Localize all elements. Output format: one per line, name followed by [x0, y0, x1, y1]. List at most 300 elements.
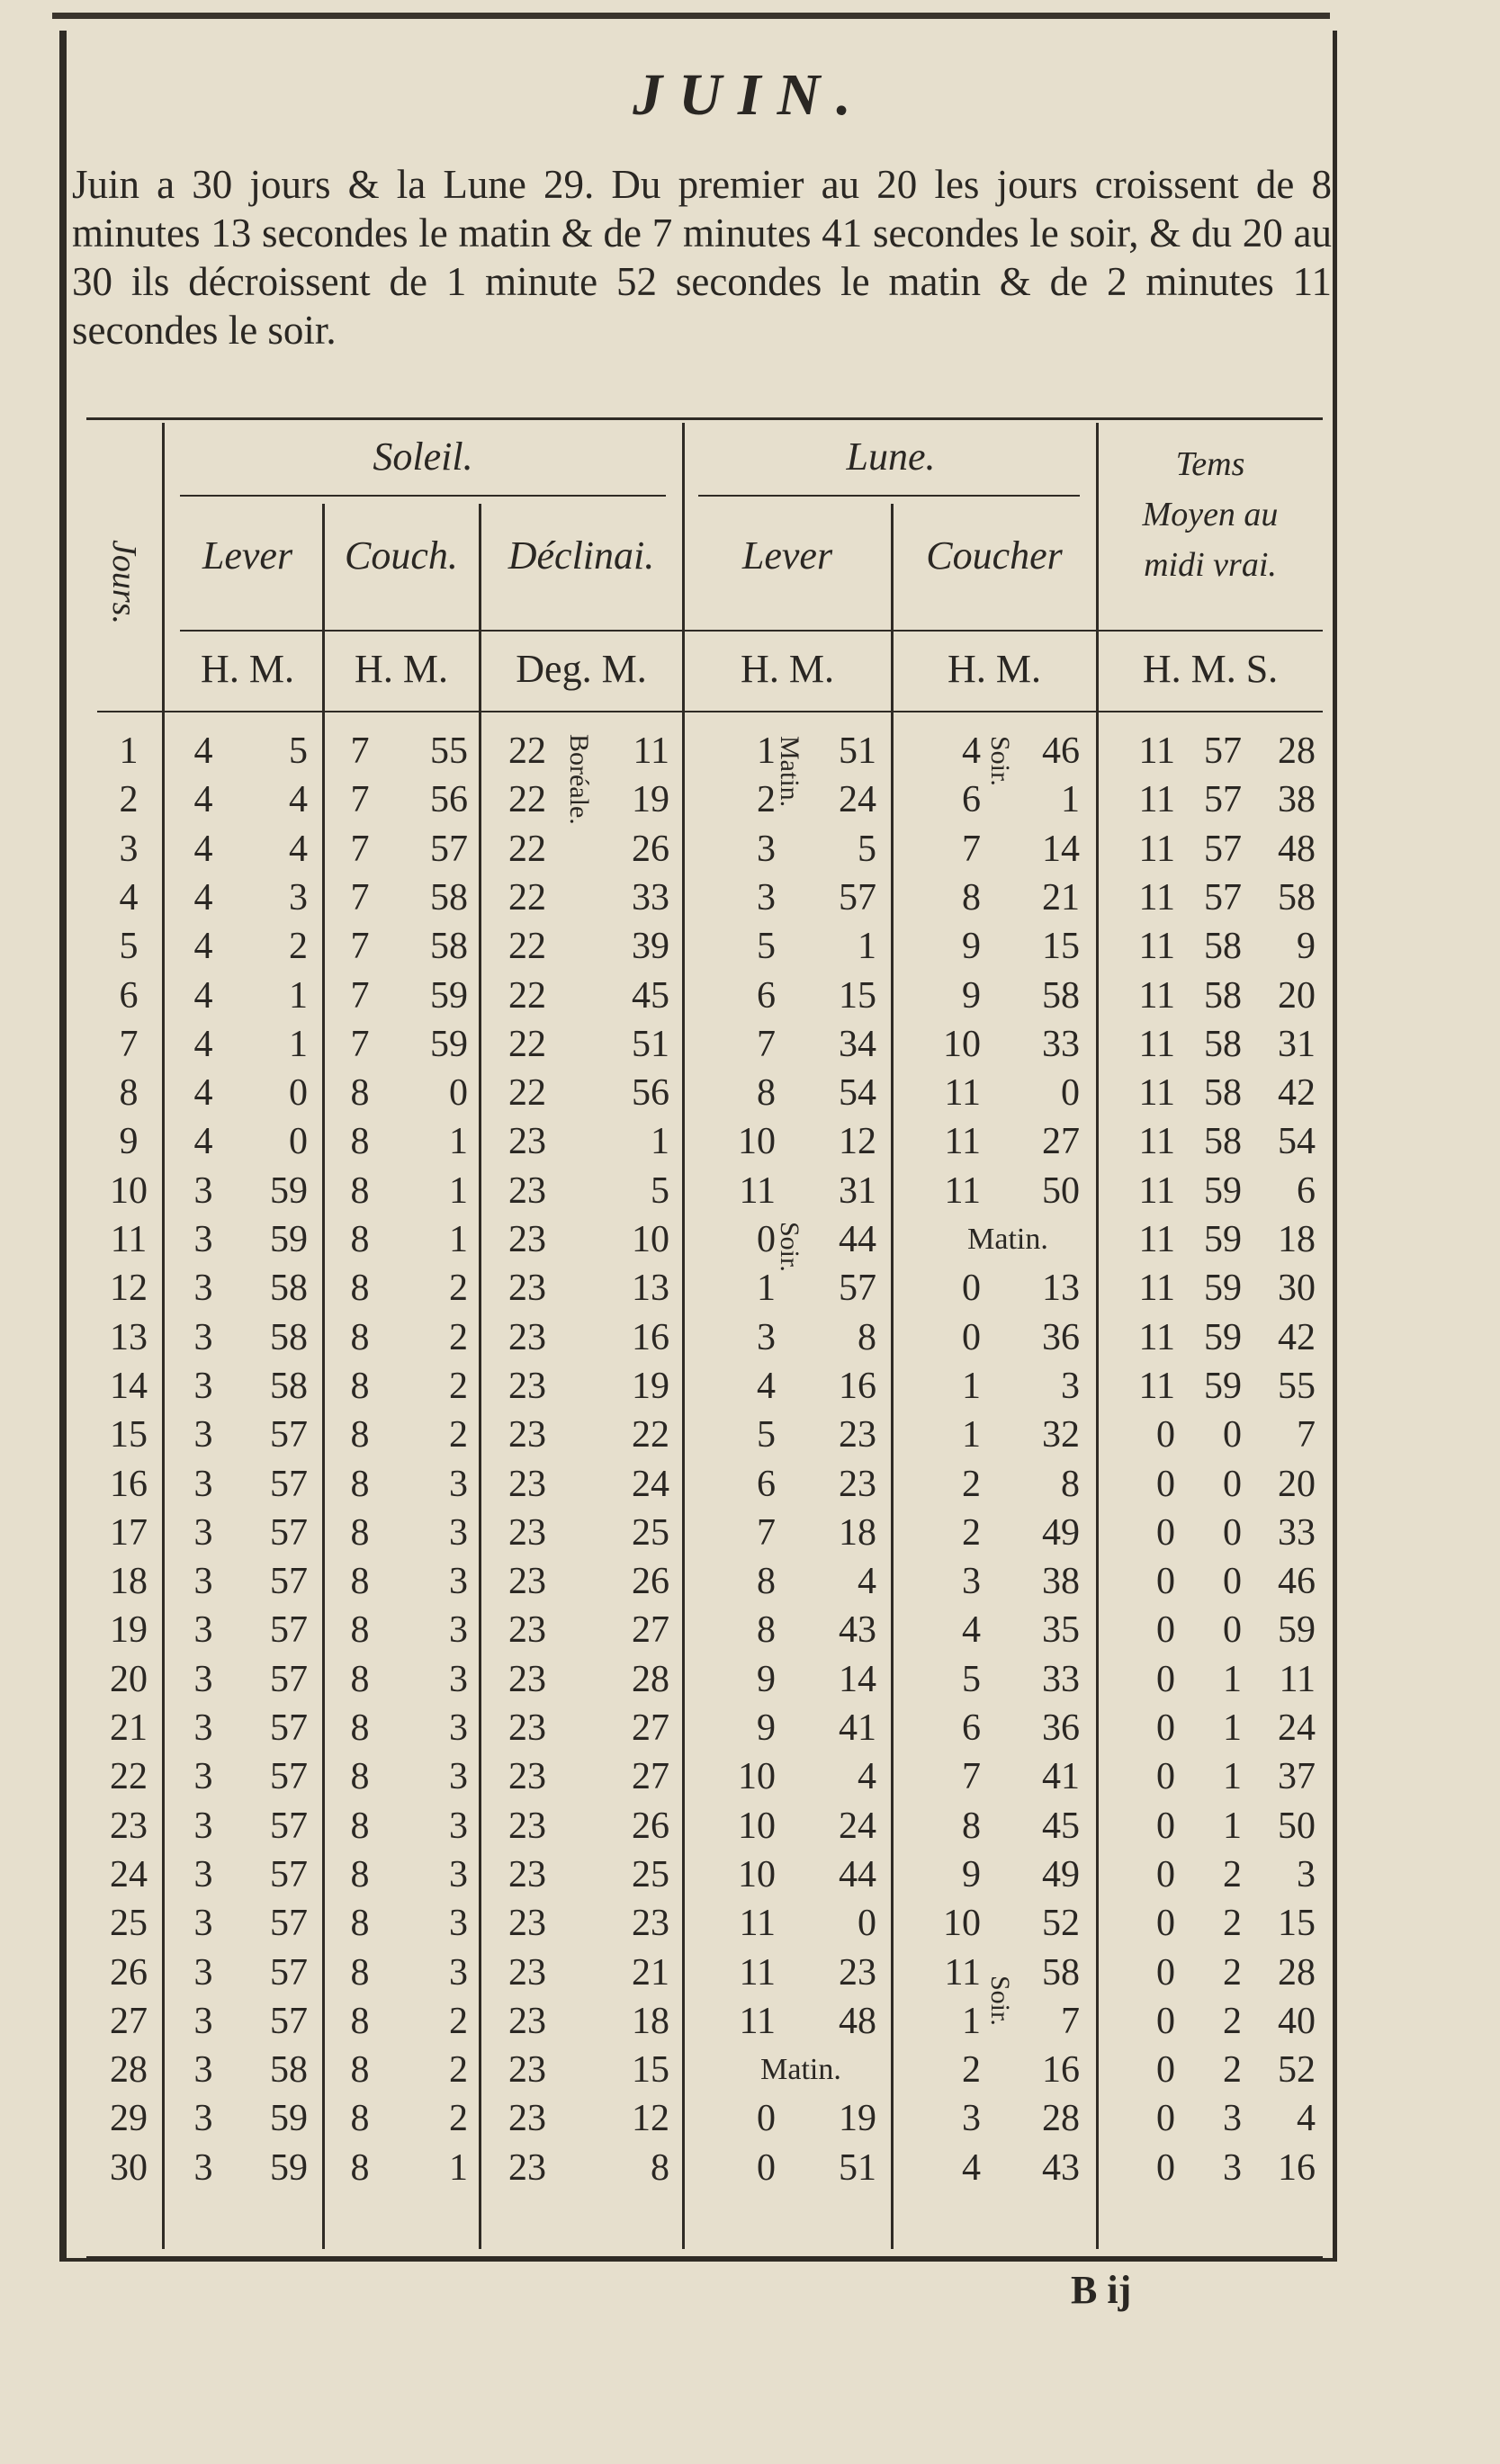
soleil-couch-h: 8 [350, 1072, 370, 1115]
table-row [0, 727, 1500, 775]
declinaison-m: 13 [632, 1268, 669, 1310]
soleil-couch-m: 2 [449, 1316, 468, 1358]
lune-lever-h: 6 [757, 1463, 776, 1505]
tems-m: 59 [1204, 1365, 1242, 1407]
tems-m: 58 [1204, 1023, 1242, 1065]
soleil-lever-h: 4 [193, 1072, 213, 1115]
tems-m: 0 [1223, 1463, 1242, 1505]
declinaison-deg: 22 [508, 730, 546, 772]
soleil-lever-m: 2 [289, 926, 308, 968]
soleil-lever-m: 58 [270, 1316, 308, 1358]
soleil-couch-h: 8 [350, 1951, 370, 1994]
declinaison-deg: 23 [508, 2000, 546, 2042]
unit-lune-lever: H. M. [741, 647, 834, 691]
tems-h: 0 [1156, 2000, 1175, 2042]
soleil-lever-h: 3 [193, 1414, 213, 1456]
lune-lever-h: 8 [757, 1561, 776, 1603]
lune-lever-m: 24 [839, 779, 876, 821]
soleil-lever-m: 59 [270, 2146, 308, 2189]
declinaison-deg: 23 [508, 1951, 546, 1994]
tems-h: 11 [1138, 828, 1175, 870]
lune-coucher-m: 49 [1042, 1853, 1080, 1895]
lune-lever-h: 6 [757, 974, 776, 1017]
lune-coucher-h: 6 [962, 779, 981, 821]
tems-m: 58 [1204, 1121, 1242, 1163]
tems-m: 59 [1204, 1219, 1242, 1260]
tems-m: 2 [1223, 2000, 1242, 2042]
declinaison-m: 19 [632, 779, 669, 821]
soleil-lever-h: 3 [193, 1169, 213, 1212]
lune-coucher-h: 11 [944, 1169, 981, 1212]
lune-coucher-m: 3 [1061, 1365, 1080, 1407]
declinaison-m: 15 [632, 2049, 669, 2092]
lune-lever-h: 5 [757, 926, 776, 968]
tems-h: 0 [1156, 1414, 1175, 1456]
tems-m: 59 [1204, 1268, 1242, 1310]
lune-lever-h: 10 [738, 1756, 776, 1798]
table-row [0, 825, 1500, 874]
lune-lever-m: 4 [858, 1561, 876, 1603]
soleil-couch-m: 3 [449, 1853, 468, 1895]
jours-header: Jours. [105, 540, 143, 624]
soleil-lever-h: 3 [193, 2049, 213, 2092]
day-number: 6 [119, 974, 139, 1017]
declinaison-deg: 23 [508, 1609, 546, 1652]
soleil-couch-h: 7 [350, 828, 370, 870]
tems-h: 0 [1156, 2049, 1175, 2092]
lune-coucher-m: 7 [1061, 2000, 1080, 2042]
soleil-lever-m: 0 [289, 1072, 308, 1115]
lune-coucher-soir-note: Soir. [985, 736, 1015, 786]
tems-h: 0 [1156, 1951, 1175, 1994]
soleil-lever-m: 1 [289, 1023, 308, 1065]
declinaison-deg: 23 [508, 1658, 546, 1700]
table-row [0, 1460, 1500, 1509]
soleil-lever-h: 3 [193, 1903, 213, 1945]
rule-under-lune [698, 495, 1080, 497]
intro-paragraph [72, 160, 1332, 354]
lune-lever-soir-note: Soir. [775, 1222, 804, 1272]
tems-h: 0 [1156, 2098, 1175, 2140]
tems-s: 3 [1297, 1853, 1316, 1895]
soleil-lever-h: 3 [193, 1609, 213, 1652]
declinaison-m: 27 [632, 1756, 669, 1798]
tems-h: 11 [1138, 974, 1175, 1017]
day-number: 24 [110, 1853, 148, 1895]
lune-coucher-h: 0 [962, 1268, 981, 1310]
tems-m: 0 [1223, 1561, 1242, 1603]
lune-coucher-m: 21 [1042, 876, 1080, 918]
declinaison-deg: 23 [508, 2049, 546, 2092]
soleil-couch-m: 2 [449, 1414, 468, 1456]
lune-coucher-h: 2 [962, 2049, 981, 2092]
tems-h: 11 [1138, 730, 1175, 772]
day-number: 11 [110, 1219, 148, 1260]
lune-lever-matin-note: Matin. [775, 736, 804, 808]
tems-s: 18 [1278, 1219, 1316, 1260]
tems-m: 0 [1223, 1414, 1242, 1456]
lune-lever-h: Matin. [760, 2053, 841, 2087]
soleil-couch-m: 2 [449, 1365, 468, 1407]
tems-m: 0 [1223, 1609, 1242, 1652]
table-row [0, 874, 1500, 922]
table-top-rule [86, 417, 1323, 420]
tems-h: 0 [1156, 2146, 1175, 2189]
unit-declinaison: Deg. M. [516, 647, 647, 691]
lune-coucher-m: 50 [1042, 1169, 1080, 1212]
soleil-couch-m: 1 [449, 1219, 468, 1260]
day-number: 17 [110, 1511, 148, 1554]
soleil-lever-m: 0 [289, 1121, 308, 1163]
day-number: 19 [110, 1609, 148, 1652]
tems-s: 16 [1278, 2146, 1316, 2189]
declinaison-m: 1 [651, 1121, 669, 1163]
soleil-couch-m: 1 [449, 2146, 468, 2189]
tems-s: 46 [1278, 1561, 1316, 1603]
soleil-couch-m: 3 [449, 1756, 468, 1798]
lune-coucher-m: 15 [1042, 926, 1080, 968]
table-row [0, 1997, 1500, 2046]
tems-s: 28 [1278, 730, 1316, 772]
tems-m: 58 [1204, 1072, 1242, 1115]
tems-s: 50 [1278, 1805, 1316, 1847]
table-row [0, 2144, 1500, 2192]
lune-header: Lune. [846, 435, 936, 479]
day-number: 10 [110, 1169, 148, 1212]
lune-lever-h: 3 [757, 828, 776, 870]
soleil-couch-h: 8 [350, 1756, 370, 1798]
rule-below-units [97, 711, 1323, 712]
lune-coucher-h: 5 [962, 1658, 981, 1700]
soleil-lever-h: 3 [193, 1463, 213, 1505]
soleil-couch-h: 7 [350, 974, 370, 1017]
table-row [0, 1264, 1500, 1313]
lune-coucher-m: 8 [1061, 1463, 1080, 1505]
soleil-couch-h: 8 [350, 1561, 370, 1603]
soleil-lever-m: 5 [289, 730, 308, 772]
day-number: 26 [110, 1951, 148, 1994]
declinaison-m: 8 [651, 2146, 669, 2189]
lune-lever-m: 24 [839, 1805, 876, 1847]
declinaison-m: 33 [632, 876, 669, 918]
lune-lever-h: 9 [757, 1707, 776, 1749]
day-number: 25 [110, 1903, 148, 1945]
declinaison-deg: 23 [508, 1316, 546, 1358]
lune-lever-m: 15 [839, 974, 876, 1017]
lune-lever-m: 41 [839, 1707, 876, 1749]
tems-m: 2 [1223, 1903, 1242, 1945]
declinaison-m: 12 [632, 2098, 669, 2140]
soleil-lever-m: 57 [270, 1707, 308, 1749]
day-number: 20 [110, 1658, 148, 1700]
declinaison-m: 51 [632, 1023, 669, 1065]
soleil-lever-m: 57 [270, 1511, 308, 1554]
soleil-couch-h: 8 [350, 1414, 370, 1456]
declinaison-deg: 23 [508, 1365, 546, 1407]
soleil-couch-m: 59 [430, 1023, 468, 1065]
lune-coucher-h: 1 [962, 1365, 981, 1407]
unit-tems: H. M. S. [1142, 647, 1279, 691]
day-number: 28 [110, 2049, 148, 2092]
boreale-note: Boréale. [564, 734, 594, 825]
table-row [0, 1949, 1500, 1997]
soleil-lever-h: 3 [193, 2146, 213, 2189]
soleil-couch-m: 2 [449, 1268, 468, 1310]
lune-lever-m: 54 [839, 1072, 876, 1115]
soleil-couch-m: 3 [449, 1561, 468, 1603]
tems-m: 57 [1204, 828, 1242, 870]
soleil-couch-m: 59 [430, 974, 468, 1017]
soleil-couch-h: 8 [350, 2098, 370, 2140]
declinaison-deg: 23 [508, 1268, 546, 1310]
soleil-lever-m: 58 [270, 1365, 308, 1407]
tems-h: 11 [1138, 1268, 1175, 1310]
soleil-lever-h: 3 [193, 1219, 213, 1260]
declinaison-deg: 23 [508, 1756, 546, 1798]
declinaison-m: 24 [632, 1463, 669, 1505]
declinaison-m: 56 [632, 1072, 669, 1115]
lune-lever-m: 5 [858, 828, 876, 870]
tems-h: 11 [1138, 1121, 1175, 1163]
lune-lever-m: 8 [858, 1316, 876, 1358]
soleil-couch-h: 8 [350, 1658, 370, 1700]
declinaison-header: Déclinai. [507, 533, 655, 578]
lune-lever-h: 10 [738, 1805, 776, 1847]
lune-coucher-h: 10 [943, 1023, 981, 1065]
soleil-couch-m: 58 [430, 926, 468, 968]
soleil-lever-h: 3 [193, 1853, 213, 1895]
lune-coucher-h: 11 [944, 1072, 981, 1115]
tems-h: 11 [1138, 1219, 1175, 1260]
lune-lever-h: 0 [757, 2098, 776, 2140]
day-number: 27 [110, 2000, 148, 2042]
soleil-couch-h: 8 [350, 1268, 370, 1310]
lune-coucher-m: 13 [1042, 1268, 1080, 1310]
tems-m: 0 [1223, 1511, 1242, 1554]
lune-lever-h: 3 [757, 876, 776, 918]
lune-coucher-h: 10 [943, 1903, 981, 1945]
soleil-lever-h: 4 [193, 974, 213, 1017]
lune-lever-m: 18 [839, 1511, 876, 1554]
tems-s: 30 [1278, 1268, 1316, 1310]
unit-soleil-couch: H. M. [355, 647, 448, 691]
soleil-couch-h: 8 [350, 1805, 370, 1847]
lune-coucher-h: 3 [962, 1561, 981, 1603]
lune-coucher-m: 45 [1042, 1805, 1080, 1847]
soleil-couch-h: 8 [350, 2049, 370, 2092]
lune-lever-h: 11 [739, 1169, 776, 1212]
tems-h: 0 [1156, 1511, 1175, 1554]
table-row [0, 1606, 1500, 1654]
soleil-couch-m: 2 [449, 2098, 468, 2140]
tems-s: 37 [1278, 1756, 1316, 1798]
tems-m: 1 [1223, 1756, 1242, 1798]
lune-lever-m: 57 [839, 1268, 876, 1310]
lune-coucher-h: 9 [962, 926, 981, 968]
lune-coucher-h: 9 [962, 1853, 981, 1895]
soleil-couch-h: 7 [350, 926, 370, 968]
lune-lever-m: 0 [858, 1903, 876, 1945]
soleil-lever-m: 58 [270, 1268, 308, 1310]
page-title: JUIN. [633, 62, 867, 128]
lune-coucher-m: 28 [1042, 2098, 1080, 2140]
lune-coucher-m: 0 [1061, 1072, 1080, 1115]
soleil-couch-h: 8 [350, 1707, 370, 1749]
soleil-lever-m: 59 [270, 2098, 308, 2140]
tems-s: 15 [1278, 1903, 1316, 1945]
tems-s: 7 [1297, 1414, 1316, 1456]
table-row [0, 1362, 1500, 1411]
lune-coucher-h: 4 [962, 1609, 981, 1652]
day-number: 29 [110, 2098, 148, 2140]
soleil-couch-h: 8 [350, 1365, 370, 1407]
lune-lever-header: Lever [741, 533, 833, 578]
soleil-lever-m: 57 [270, 1805, 308, 1847]
soleil-lever-m: 4 [289, 779, 308, 821]
tems-s: 20 [1278, 974, 1316, 1017]
tems-m: 1 [1223, 1805, 1242, 1847]
lune-lever-h: 0 [757, 1219, 776, 1260]
lune-coucher-header: Coucher [926, 533, 1063, 578]
table-row [0, 1117, 1500, 1166]
lune-coucher-soir-note-27: Soir. [985, 1976, 1015, 2026]
lune-lever-m: 23 [839, 1951, 876, 1994]
declinaison-m: 28 [632, 1658, 669, 1700]
tems-m: 57 [1204, 730, 1242, 772]
table-row [0, 775, 1500, 824]
tems-m: 1 [1223, 1707, 1242, 1749]
declinaison-deg: 22 [508, 779, 546, 821]
day-number: 21 [110, 1707, 148, 1749]
soleil-lever-h: 4 [193, 926, 213, 968]
tems-m: 2 [1223, 2049, 1242, 2092]
rule-above-units [180, 630, 1323, 632]
soleil-lever-h: 3 [193, 1511, 213, 1554]
tems-s: 59 [1278, 1609, 1316, 1652]
soleil-lever-m: 57 [270, 1609, 308, 1652]
tems-h: 0 [1156, 1903, 1175, 1945]
declinaison-deg: 22 [508, 876, 546, 918]
tems-s: 20 [1278, 1463, 1316, 1505]
lune-coucher-h: 0 [962, 1316, 981, 1358]
soleil-lever-h: 4 [193, 876, 213, 918]
lune-lever-h: 10 [738, 1121, 776, 1163]
declinaison-m: 26 [632, 1561, 669, 1603]
soleil-couch-m: 3 [449, 1707, 468, 1749]
soleil-couch-m: 3 [449, 1658, 468, 1700]
soleil-lever-h: 3 [193, 2098, 213, 2140]
declinaison-deg: 23 [508, 1121, 546, 1163]
tems-s: 11 [1279, 1658, 1316, 1700]
declinaison-m: 5 [651, 1169, 669, 1212]
lune-lever-m: 23 [839, 1463, 876, 1505]
tems-h: 0 [1156, 1707, 1175, 1749]
declinaison-deg: 22 [508, 926, 546, 968]
unit-lune-coucher: H. M. [948, 647, 1041, 691]
table-row [0, 922, 1500, 971]
intro-text: Juin a 30 jours & la Lune 29. Du premier au 20 les jours croissent de 8 minutes 13 secondes le matin & de 7 minutes 41 secondes le soir, & du 20 au 30 ils décroissent de 1 minute 52 secondes le matin & de 2 minutes 11 secondes le soir. [72, 162, 1332, 353]
soleil-couch-m: 3 [449, 1903, 468, 1945]
lune-lever-m: 48 [839, 2000, 876, 2042]
tems-m: 59 [1204, 1169, 1242, 1212]
lune-lever-m: 51 [839, 730, 876, 772]
lune-coucher-h: 4 [962, 730, 981, 772]
tems-s: 55 [1278, 1365, 1316, 1407]
lune-coucher-h: 7 [962, 1756, 981, 1798]
soleil-lever-h: 3 [193, 1707, 213, 1749]
declinaison-deg: 22 [508, 828, 546, 870]
declinaison-deg: 23 [508, 2098, 546, 2140]
tems-h: 0 [1156, 1853, 1175, 1895]
tems-s: 33 [1278, 1511, 1316, 1554]
lune-coucher-m: 33 [1042, 1023, 1080, 1065]
soleil-lever-h: 4 [193, 730, 213, 772]
soleil-couch-m: 56 [430, 779, 468, 821]
lune-lever-m: 34 [839, 1023, 876, 1065]
lune-coucher-h: 11 [944, 1951, 981, 1994]
page-top-rule [52, 13, 1330, 19]
declinaison-m: 19 [632, 1365, 669, 1407]
soleil-lever-m: 1 [289, 974, 308, 1017]
lune-coucher-m: 16 [1042, 2049, 1080, 2092]
day-number: 3 [119, 828, 139, 870]
declinaison-m: 18 [632, 2000, 669, 2042]
lune-lever-h: 10 [738, 1853, 776, 1895]
soleil-lever-m: 57 [270, 1658, 308, 1700]
lune-coucher-m: 36 [1042, 1316, 1080, 1358]
lune-lever-h: 5 [757, 1414, 776, 1456]
day-number: 13 [110, 1316, 148, 1358]
tems-h: 11 [1138, 1072, 1175, 1115]
soleil-couch-h: 8 [350, 1121, 370, 1163]
tems-m: 59 [1204, 1316, 1242, 1358]
soleil-couch-h: 7 [350, 730, 370, 772]
declinaison-m: 11 [633, 730, 669, 772]
declinaison-deg: 23 [508, 2146, 546, 2189]
table-row [0, 2046, 1500, 2094]
tems-h: 11 [1138, 1365, 1175, 1407]
soleil-couch-h: 8 [350, 1169, 370, 1212]
lune-lever-m: 19 [839, 2098, 876, 2140]
declinaison-deg: 23 [508, 1219, 546, 1260]
lune-lever-m: 23 [839, 1414, 876, 1456]
tems-h: 0 [1156, 1805, 1175, 1847]
lune-coucher-h: 2 [962, 1511, 981, 1554]
declinaison-deg: 23 [508, 1463, 546, 1505]
soleil-couch-h: 8 [350, 1609, 370, 1652]
lune-coucher-m: 43 [1042, 2146, 1080, 2189]
tems-h: 0 [1156, 1463, 1175, 1505]
soleil-couch-h: 8 [350, 1463, 370, 1505]
declinaison-m: 26 [632, 1805, 669, 1847]
lune-lever-h: 3 [757, 1316, 776, 1358]
soleil-couch-m: 3 [449, 1511, 468, 1554]
day-number: 14 [110, 1365, 148, 1407]
declinaison-m: 25 [632, 1511, 669, 1554]
declinaison-m: 21 [632, 1951, 669, 1994]
table-row [0, 972, 1500, 1020]
tems-line-3: midi vrai. [1144, 546, 1277, 584]
table-row [0, 1411, 1500, 1459]
day-number: 8 [119, 1072, 139, 1115]
table-row [0, 1752, 1500, 1801]
table-row [0, 1850, 1500, 1899]
table-row [0, 1069, 1500, 1117]
soleil-lever-m: 57 [270, 1561, 308, 1603]
soleil-couch-h: 8 [350, 1219, 370, 1260]
soleil-lever-h: 3 [193, 1805, 213, 1847]
lune-lever-h: 1 [757, 1268, 776, 1310]
